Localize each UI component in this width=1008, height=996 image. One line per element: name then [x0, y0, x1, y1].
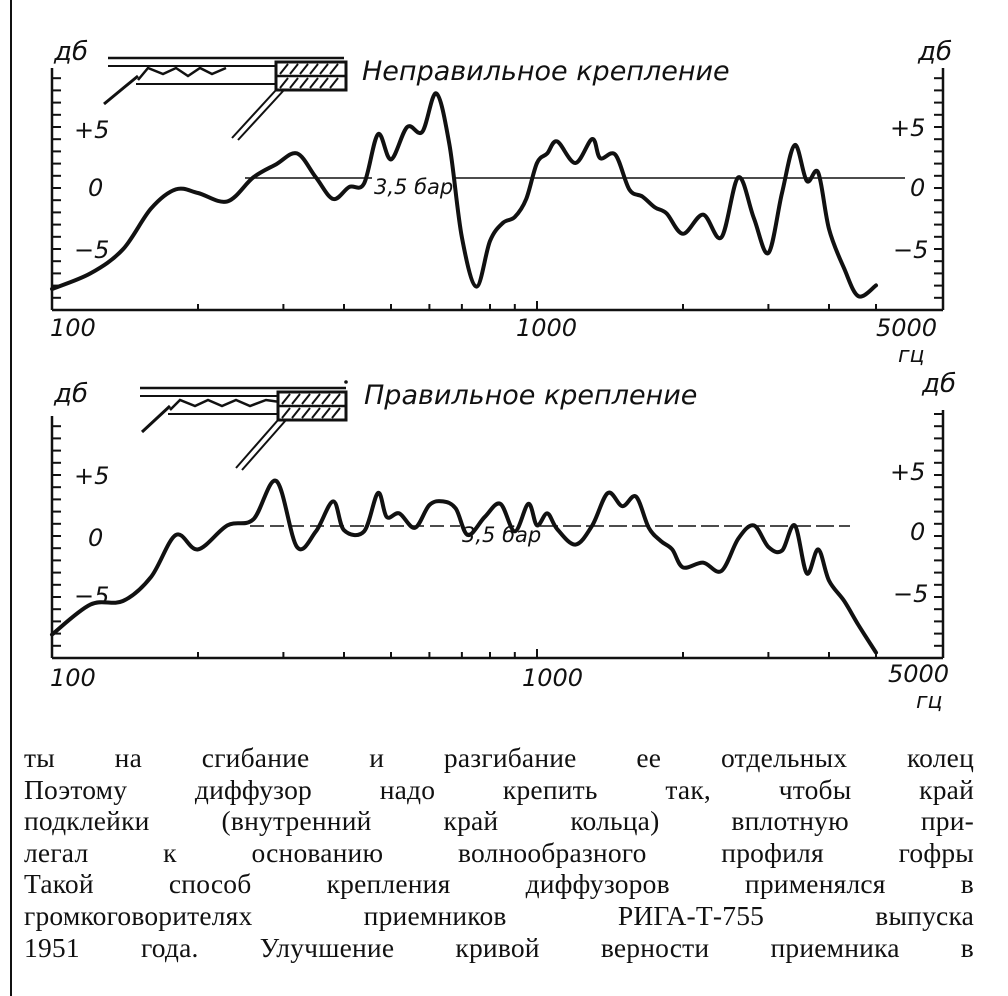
- bottom-right-tick-plus5: +5: [890, 458, 926, 486]
- correct-mount-diagram-icon: [140, 380, 348, 470]
- bottom-reference-label: 3,5 бар: [462, 523, 542, 547]
- top-response-curve: [52, 93, 876, 296]
- top-left-tick-plus5: +5: [74, 116, 110, 144]
- bottom-right-y-ticks: [934, 414, 943, 646]
- text-line: Такой способ крепления диффузоров применялся в: [24, 868, 974, 900]
- top-left-y-ticks: [52, 78, 61, 298]
- top-x-tick-1000: 1000: [516, 314, 578, 342]
- top-right-y-ticks: [934, 78, 943, 298]
- top-x-ticks: [198, 301, 876, 310]
- bottom-chart: [50, 369, 956, 714]
- bottom-x-unit: гц: [916, 689, 943, 714]
- top-left-tick-0: 0: [88, 174, 104, 202]
- text-line: громкоговорителях приемников РИГА-Т-755 выпуска: [24, 899, 974, 931]
- top-reference-label: 3,5 бар: [374, 175, 454, 199]
- bottom-x-ticks: [198, 649, 876, 658]
- bottom-right-tick-minus5: −5: [893, 580, 929, 608]
- top-right-tick-plus5: +5: [890, 114, 926, 142]
- bottom-chart-title: Правильное крепление: [364, 380, 698, 411]
- top-x-tick-5000: 5000: [876, 314, 938, 342]
- bottom-x-tick-1000: 1000: [522, 664, 584, 692]
- bottom-left-y-ticks: [52, 426, 61, 646]
- body-paragraph: [24, 742, 974, 963]
- incorrect-mount-diagram-icon: [104, 58, 346, 140]
- bottom-right-tick-0: 0: [910, 518, 926, 546]
- bottom-x-tick-5000: 5000: [888, 660, 950, 688]
- top-right-unit: дб: [918, 37, 953, 67]
- top-x-tick-100: 100: [50, 314, 96, 342]
- top-chart: [50, 37, 952, 368]
- bottom-right-unit: дб: [922, 369, 957, 399]
- top-left-unit: дб: [54, 37, 89, 67]
- bottom-left-unit: дб: [54, 379, 89, 409]
- text-line: легал к основанию волнообразного профиля гофры: [24, 836, 974, 868]
- top-right-tick-minus5: −5: [893, 236, 929, 264]
- top-right-tick-0: 0: [910, 174, 926, 202]
- top-left-tick-minus5: −5: [74, 236, 110, 264]
- text-line: ты на сгибание и разгибание ее отдельных колец: [24, 742, 974, 773]
- top-chart-title: Неправильное крепление: [362, 56, 730, 87]
- text-line: подклейки (внутренний край кольца) вплотную при-: [24, 805, 974, 837]
- bottom-x-tick-100: 100: [50, 664, 96, 692]
- top-x-unit: гц: [898, 343, 925, 368]
- text-line: 1951 года. Улучшение кривой верности приемника в: [24, 931, 974, 963]
- text-line: Поэтому диффузор надо крепить так, чтобы край: [24, 773, 974, 805]
- bottom-left-tick-plus5: +5: [74, 462, 110, 490]
- bottom-response-curve: [52, 481, 876, 653]
- bottom-left-tick-minus5: −5: [74, 582, 110, 610]
- bottom-left-tick-0: 0: [88, 524, 104, 552]
